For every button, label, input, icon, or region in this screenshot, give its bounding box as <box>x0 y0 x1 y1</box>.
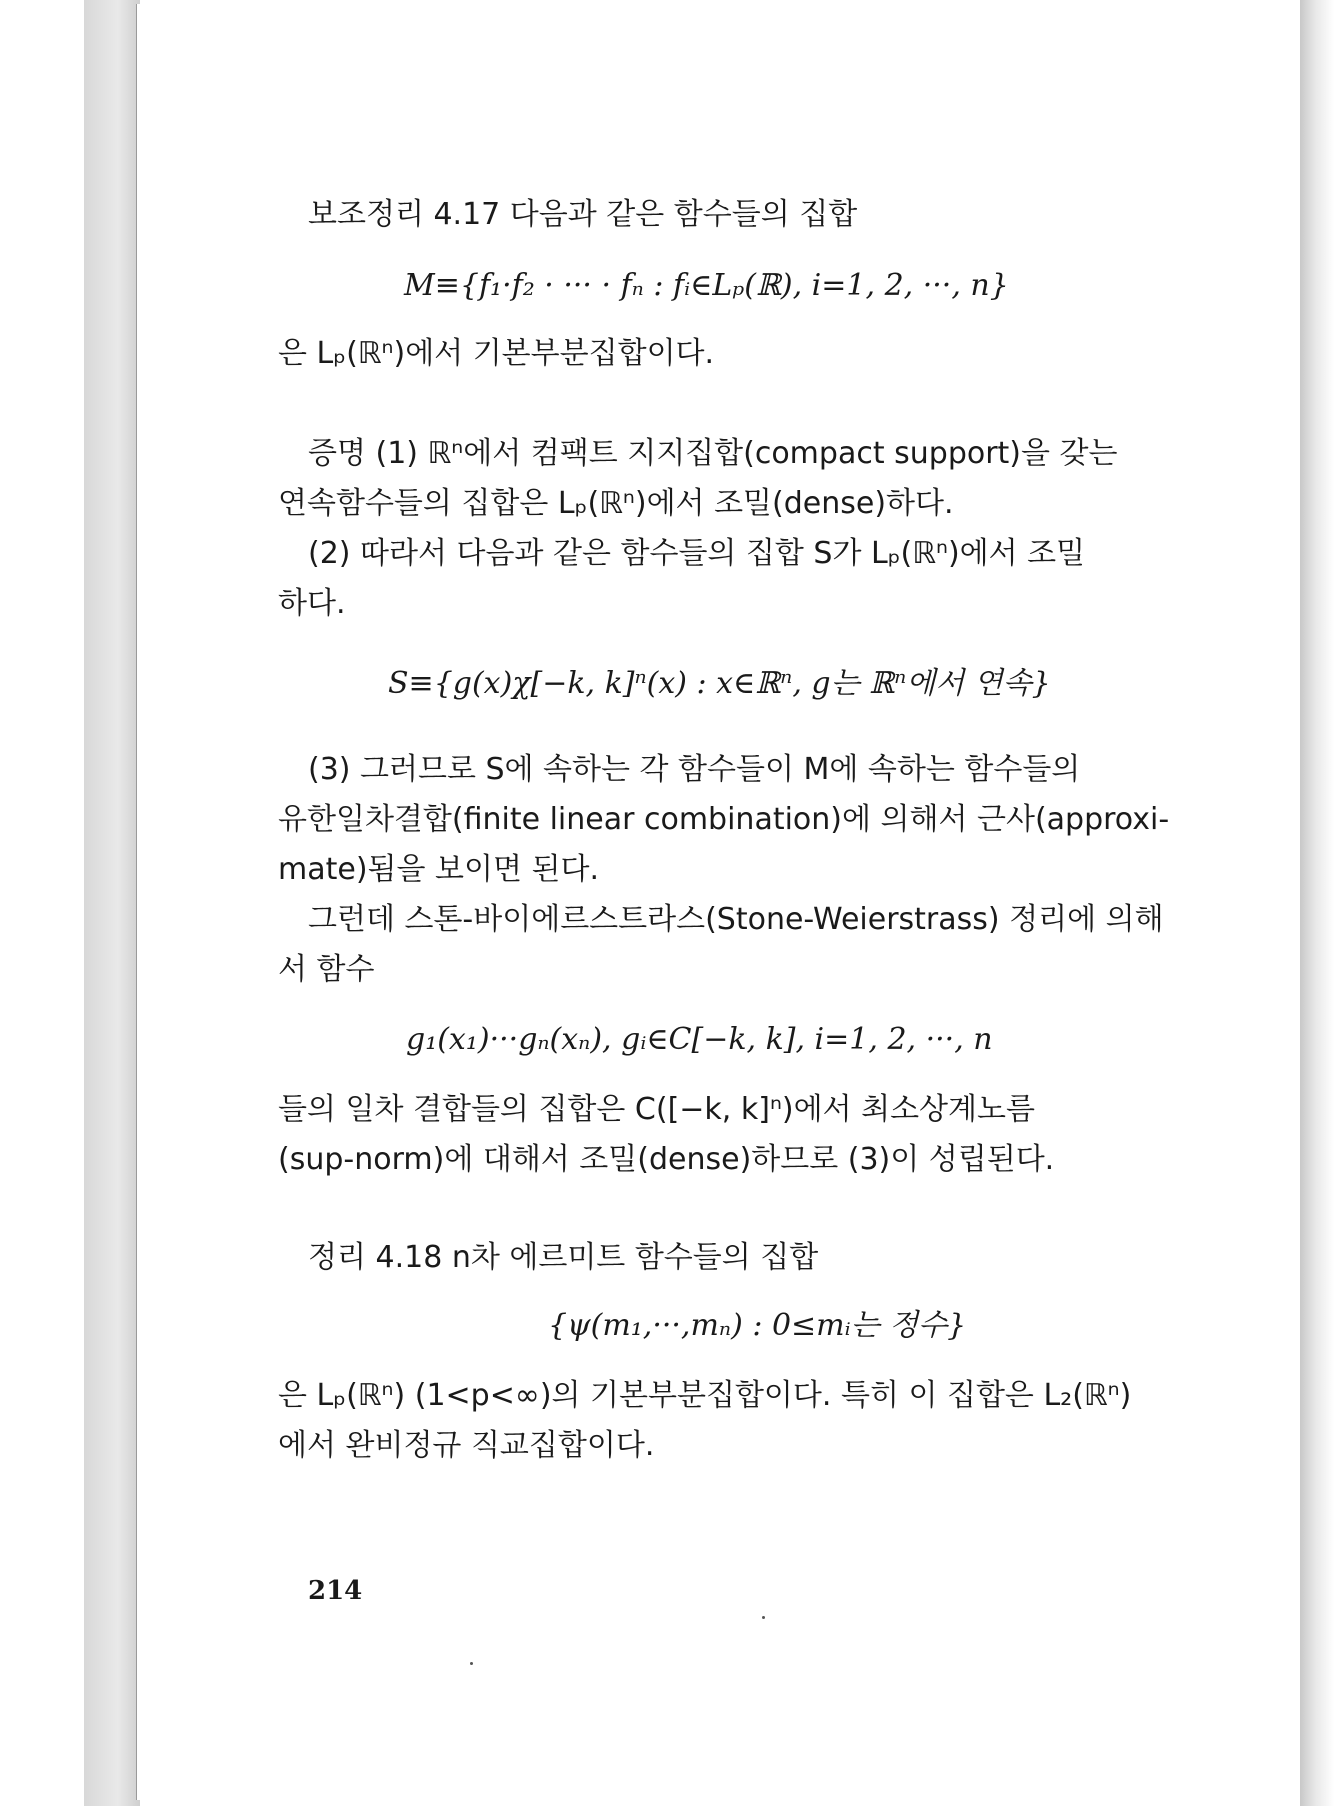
lemma-formula: M≡{f₁·f₂ · ··· · fₙ : fᵢ∈Lₚ(ℝ), i=1, 2, ···, n} <box>404 268 1009 303</box>
proof-final-line2: (sup-norm)에 대해서 조밀(dense)하므로 (3)이 성립된다. <box>278 1142 1055 1177</box>
page-number: 214 <box>308 1576 363 1606</box>
page-edge-shadow <box>1300 0 1334 1806</box>
proof-step2-line2: 하다. <box>278 586 346 621</box>
theorem-formula: {ψ(m₁,···,mₙ) : 0≤mᵢ는 정수} <box>548 1308 967 1343</box>
proof-step3-line3: mate)됨을 보이면 된다. <box>278 852 599 887</box>
proof-step3-line1: (3) 그러므로 S에 속하는 각 함수들이 M에 속하는 함수들의 <box>308 752 1081 787</box>
proof-step1-line2: 연속함수들의 집합은 Lₚ(ℝⁿ)에서 조밀(dense)하다. <box>278 486 954 521</box>
theorem-conclusion-line2: 에서 완비정규 직교집합이다. <box>278 1428 655 1463</box>
formula-g: g₁(x₁)···gₙ(xₙ), gᵢ∈C[−k, k], i=1, 2, ···, n <box>406 1022 993 1057</box>
scan-speck <box>470 1662 473 1665</box>
proof-step2-line1: (2) 따라서 다음과 같은 함수들의 집합 S가 Lₚ(ℝⁿ)에서 조밀 <box>308 536 1086 571</box>
lemma-heading: 보조정리 4.17 다음과 같은 함수들의 집합 <box>308 197 858 232</box>
proof-final-line1: 들의 일차 결합들의 집합은 C([−k, k]ⁿ)에서 최소상계노름 <box>278 1092 1035 1127</box>
book-spine <box>84 0 140 1806</box>
lemma-conclusion: 은 Lₚ(ℝⁿ)에서 기본부분집합이다. <box>278 336 715 371</box>
proof-sw-line1: 그런데 스톤-바이에르스트라스(Stone-Weierstrass) 정리에 의해 <box>308 902 1164 937</box>
proof-step3-line2: 유한일차결합(finite linear combination)에 의해서 근사(approxi- <box>278 802 1170 837</box>
theorem-conclusion-line1: 은 Lₚ(ℝⁿ) (1<p<∞)의 기본부분집합이다. 특히 이 집합은 L₂(ℝⁿ) <box>278 1378 1132 1413</box>
proof-sw-line2: 서 함수 <box>278 952 375 987</box>
scan-speck <box>762 1616 765 1619</box>
formula-S: S≡{g(x)χ[−k, k]ⁿ(x) : x∈ℝⁿ, g는 ℝⁿ에서 연속} <box>388 666 1051 701</box>
theorem-heading: 정리 4.18 n차 에르미트 함수들의 집합 <box>308 1240 819 1275</box>
proof-step1-line1: 증명 (1) ℝⁿ에서 컴팩트 지지집합(compact support)을 갖는 <box>308 436 1118 471</box>
